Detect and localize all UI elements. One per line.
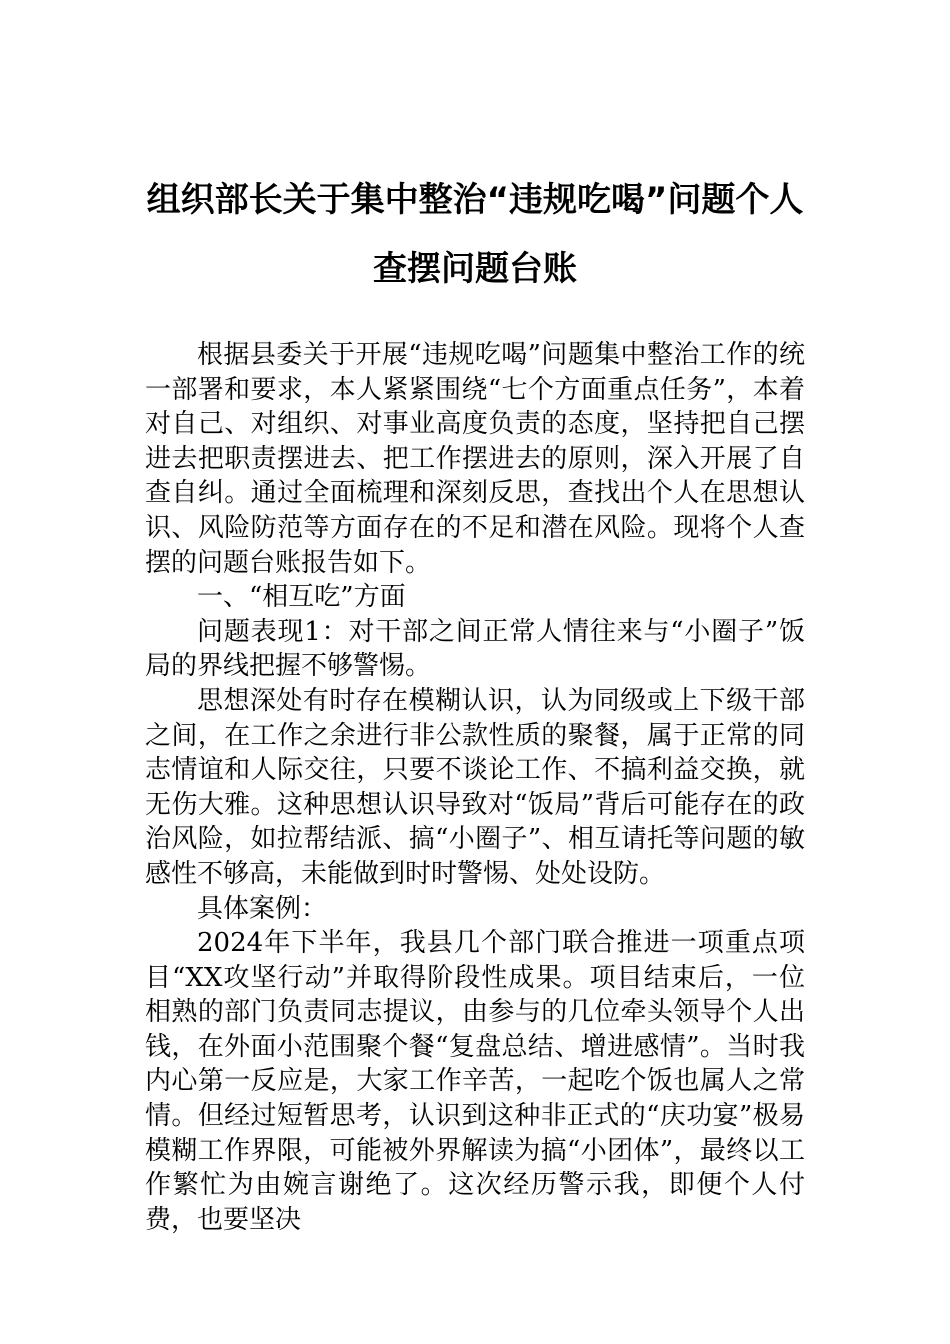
document-title-line-2: 查摆问题台账 <box>373 249 577 289</box>
problem-statement: 问题表现1：对干部之间正常人情往来与“小圈子”饭局的界线把握不够警惕。 <box>145 616 805 682</box>
document-body <box>145 338 805 1237</box>
analysis-paragraph: 思想深处有时存在模糊认识，认为同级或上下级干部之间，在工作之余进行非公款性质的聚餐，属于正常的同志情谊和人际交往，只要不谈论工作、不搞利益交换，就无伤大雅。这种思想认识导致对“饭局”背后可能存在的政治风险，如拉帮结派、搞“小圈子”、相互请托等问题的敏感性不够高，未能做到时时警惕、处处设防。 <box>145 685 805 889</box>
document-title-line-1: 组织部长关于集中整治“违规吃喝”问题个人 <box>146 180 804 220</box>
intro-paragraph: 根据县委关于开展“违规吃喝”问题集中整治工作的统一部署和要求，本人紧紧围绕“七个方面重点任务”，本着对自己、对组织、对事业高度负责的态度，坚持把自己摆进去把职责摆进去、把工作摆进去的原则，深入开展了自查自纠。通过全面梳理和深刻反思，查找出个人在思想认识、风险防范等方面存在的不足和潜在风险。现将个人查摆的问题台账报告如下。 <box>145 340 805 578</box>
section-heading: 一、“相互吃”方面 <box>197 582 406 613</box>
case-heading: 具体案例： <box>197 893 328 924</box>
case-paragraph: 2024年下半年，我县几个部门联合推进一项重点项目“XX攻坚行动”并取得阶段性成果。项目结束后，一位相熟的部门负责同志提议，由参与的几位牵头领导个人出钱，在外面小范围聚个餐“复盘总结、增进感情”。当时我内心第一反应是，大家工作辛苦，一起吃个饭也属人之常情。但经过短暂思考，认识到这种非正式的“庆功宴”极易模糊工作界限，可能被外界解读为搞“小团体”，最终以工作繁忙为由婉言谢绝了。这次经历警示我，即便个人付费，也要坚决 <box>145 928 805 1235</box>
